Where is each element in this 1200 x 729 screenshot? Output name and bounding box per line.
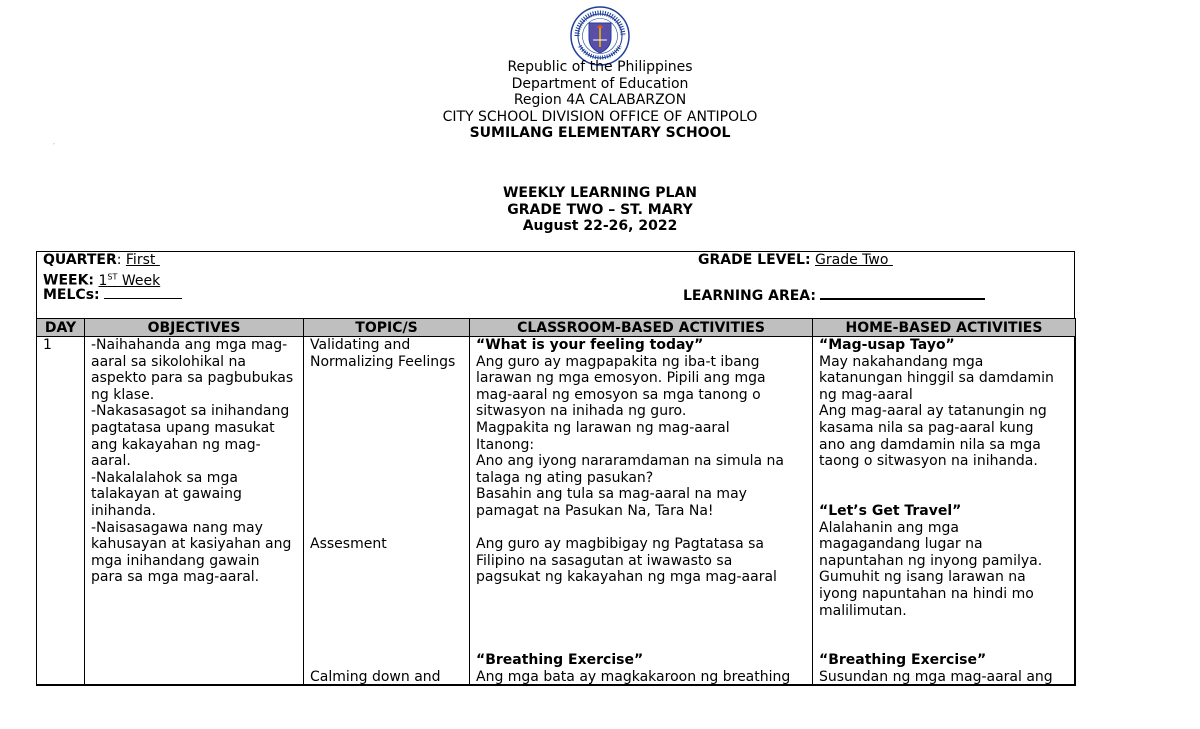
activity-body xyxy=(819,520,1071,620)
text-line: larawan ng mga emosyon. Pipili ang mga xyxy=(476,370,766,387)
text-line: -Nakalalahok sa mga xyxy=(91,469,238,486)
text-line: aspekto para sa pagbubukas xyxy=(91,370,294,387)
text-line: aaral sa sikolohikal na xyxy=(91,353,246,370)
week-number: 1 xyxy=(98,272,108,289)
plan-date: August 22-26, 2022 xyxy=(522,218,678,235)
grade-level-line xyxy=(698,252,893,269)
header-topics: TOPIC/S xyxy=(304,319,470,337)
text-line: ang kakayahan ng mag- xyxy=(91,436,261,453)
objectives-list xyxy=(91,337,299,586)
learning-area-line xyxy=(683,286,985,305)
classroom-activity-assessment xyxy=(476,536,808,586)
melcs-line xyxy=(43,286,182,304)
text-line: ng mag-aaral xyxy=(819,386,913,403)
text-line: katanungan hinggil sa damdamin xyxy=(819,370,1054,387)
text-line: pamagat na Pasukan Na, Tara Na! xyxy=(476,502,714,519)
activity-title: “Mag-usap Tayo” xyxy=(819,337,955,353)
text-line: -Naihahanda ang mga mag- xyxy=(91,337,288,353)
header-day: DAY xyxy=(37,319,85,337)
text-line: para sa mga mag-aaral. xyxy=(91,569,260,586)
topic-calming: Calming down and xyxy=(310,669,441,685)
text-line: mag-aaral ng emosyon sa mga tanong o xyxy=(476,386,761,403)
text-line: kahusayan at kasiyahan ang xyxy=(91,536,292,553)
text-line: Ang mag-aaral ay tatanungin ng xyxy=(819,403,1047,420)
text-line: napuntahan ng inyong pamilya. xyxy=(819,552,1043,569)
division-line: CITY SCHOOL DIVISION OFFICE OF ANTIPOLO xyxy=(442,108,758,125)
text-line: iyong napuntahan na hindi mo xyxy=(819,585,1034,602)
objectives-cell xyxy=(85,337,304,686)
classroom-cell xyxy=(470,337,813,686)
text-line: May nakahandang mga xyxy=(819,353,984,370)
text-line: ng klase. xyxy=(91,386,155,403)
grade-level-value: Grade Two xyxy=(815,252,889,268)
home-activity-breathing xyxy=(819,652,1071,685)
week-ordinal: ST xyxy=(107,272,118,281)
text-line: mga inihandang gawain xyxy=(91,552,260,569)
text-line: sitwasyon na inihada ng guro. xyxy=(476,403,687,420)
day-number: 1 xyxy=(43,337,52,353)
text-line: Ang guro ay magbibigay ng Pagtatasa sa xyxy=(476,536,765,552)
melcs-blank xyxy=(104,286,182,299)
activity-title: “Breathing Exercise” xyxy=(819,652,987,668)
learning-area-label: LEARNING AREA: xyxy=(683,288,816,304)
week-label: WEEK: xyxy=(43,272,95,289)
text-line: ano ang damdamin nila sa mga xyxy=(819,436,1041,453)
topic-assessment: Assesment xyxy=(310,536,387,552)
topics-cell xyxy=(304,337,470,686)
text-line: aaral. xyxy=(91,453,131,470)
deped-seal-logo xyxy=(570,6,630,66)
plan-title-block xyxy=(0,185,1200,235)
text-line: Ang guro ay magpapakita ng iba-t ibang xyxy=(476,353,760,370)
text-line: inihanda. xyxy=(91,502,156,519)
school-name: SUMILANG ELEMENTARY SCHOOL xyxy=(469,125,731,142)
quarter-value: First xyxy=(125,252,156,268)
agency-header xyxy=(0,59,1200,142)
activity-body: Ang mga bata ay magkakaroon ng breathing xyxy=(476,668,791,685)
home-activity-travel xyxy=(819,503,1071,619)
topic-line: Normalizing Feelings xyxy=(310,353,456,370)
home-activity-mag-usap xyxy=(819,337,1071,470)
topic-line: Validating and xyxy=(310,337,411,353)
region-line: Region 4A CALABARZON xyxy=(513,92,687,109)
text-line: -Nakasasagot sa inihandang xyxy=(91,403,290,420)
classroom-activity-feelings xyxy=(476,337,808,520)
department-line: Department of Education xyxy=(511,75,689,92)
text-line: Gumuhit ng isang larawan na xyxy=(819,569,1026,586)
text-line: Ano ang iyong nararamdaman na simula na xyxy=(476,453,784,470)
text-line: pagsukat ng kakayahan ng mga mag-aaral xyxy=(476,569,777,586)
weekly-plan-table xyxy=(36,318,1076,686)
text-line: Alalahanin ang mga xyxy=(819,519,959,536)
text-line: talaga ng ating pasukan? xyxy=(476,469,654,486)
activity-title: “What is your feeling today” xyxy=(476,337,704,353)
quarter-label: QUARTER xyxy=(43,252,117,268)
table-header-row xyxy=(37,319,1076,337)
grade-section: GRADE TWO – ST. MARY xyxy=(507,201,693,218)
plan-title: WEEKLY LEARNING PLAN xyxy=(502,185,697,201)
text-line: Filipino na sasagutan at iwawasto sa xyxy=(476,552,733,569)
day-cell xyxy=(37,337,85,686)
week-text: Week xyxy=(121,272,161,289)
activity-body xyxy=(476,354,808,520)
header-classroom-activities: CLASSROOM-BASED ACTIVITIES xyxy=(470,319,813,337)
quarter-line: QUARTER: First xyxy=(43,252,156,268)
stray-mark: , xyxy=(53,139,55,146)
activity-body: Susundan ng mga mag-aaral ang xyxy=(819,668,1053,685)
text-line: magagandang lugar na xyxy=(819,536,983,553)
country-line: Republic of the Philippines xyxy=(507,59,693,75)
text-line: talakayan at gawaing xyxy=(91,486,242,503)
text-line: pagtatasa upang masukat xyxy=(91,419,275,436)
text-line: Basahin ang tula sa mag-aaral na may xyxy=(476,486,747,503)
text-line: Magpakita ng larawan ng mag-aaral xyxy=(476,419,730,436)
header-home-activities: HOME-BASED ACTIVITIES xyxy=(813,319,1076,337)
text-line: -Naisasagawa nang may xyxy=(91,519,263,536)
learning-area-blank xyxy=(820,286,985,300)
home-cell xyxy=(813,337,1076,686)
text-line: Itanong: xyxy=(476,436,535,453)
text-line: kasama nila sa pag-aaral kung xyxy=(819,419,1034,436)
activity-title: “Let’s Get Travel” xyxy=(819,503,962,519)
activity-body xyxy=(819,354,1071,470)
header-objectives: OBJECTIVES xyxy=(85,319,304,337)
melcs-label: MELCs: xyxy=(43,287,100,303)
activity-title: “Breathing Exercise” xyxy=(476,652,644,668)
table-row xyxy=(37,337,1076,686)
classroom-activity-breathing xyxy=(476,652,808,685)
grade-level-label: GRADE LEVEL: xyxy=(698,252,811,268)
text-line: malilimutan. xyxy=(819,602,907,619)
topic-validating xyxy=(310,337,465,370)
text-line: taong o sitwasyon na inihanda. xyxy=(819,453,1038,470)
